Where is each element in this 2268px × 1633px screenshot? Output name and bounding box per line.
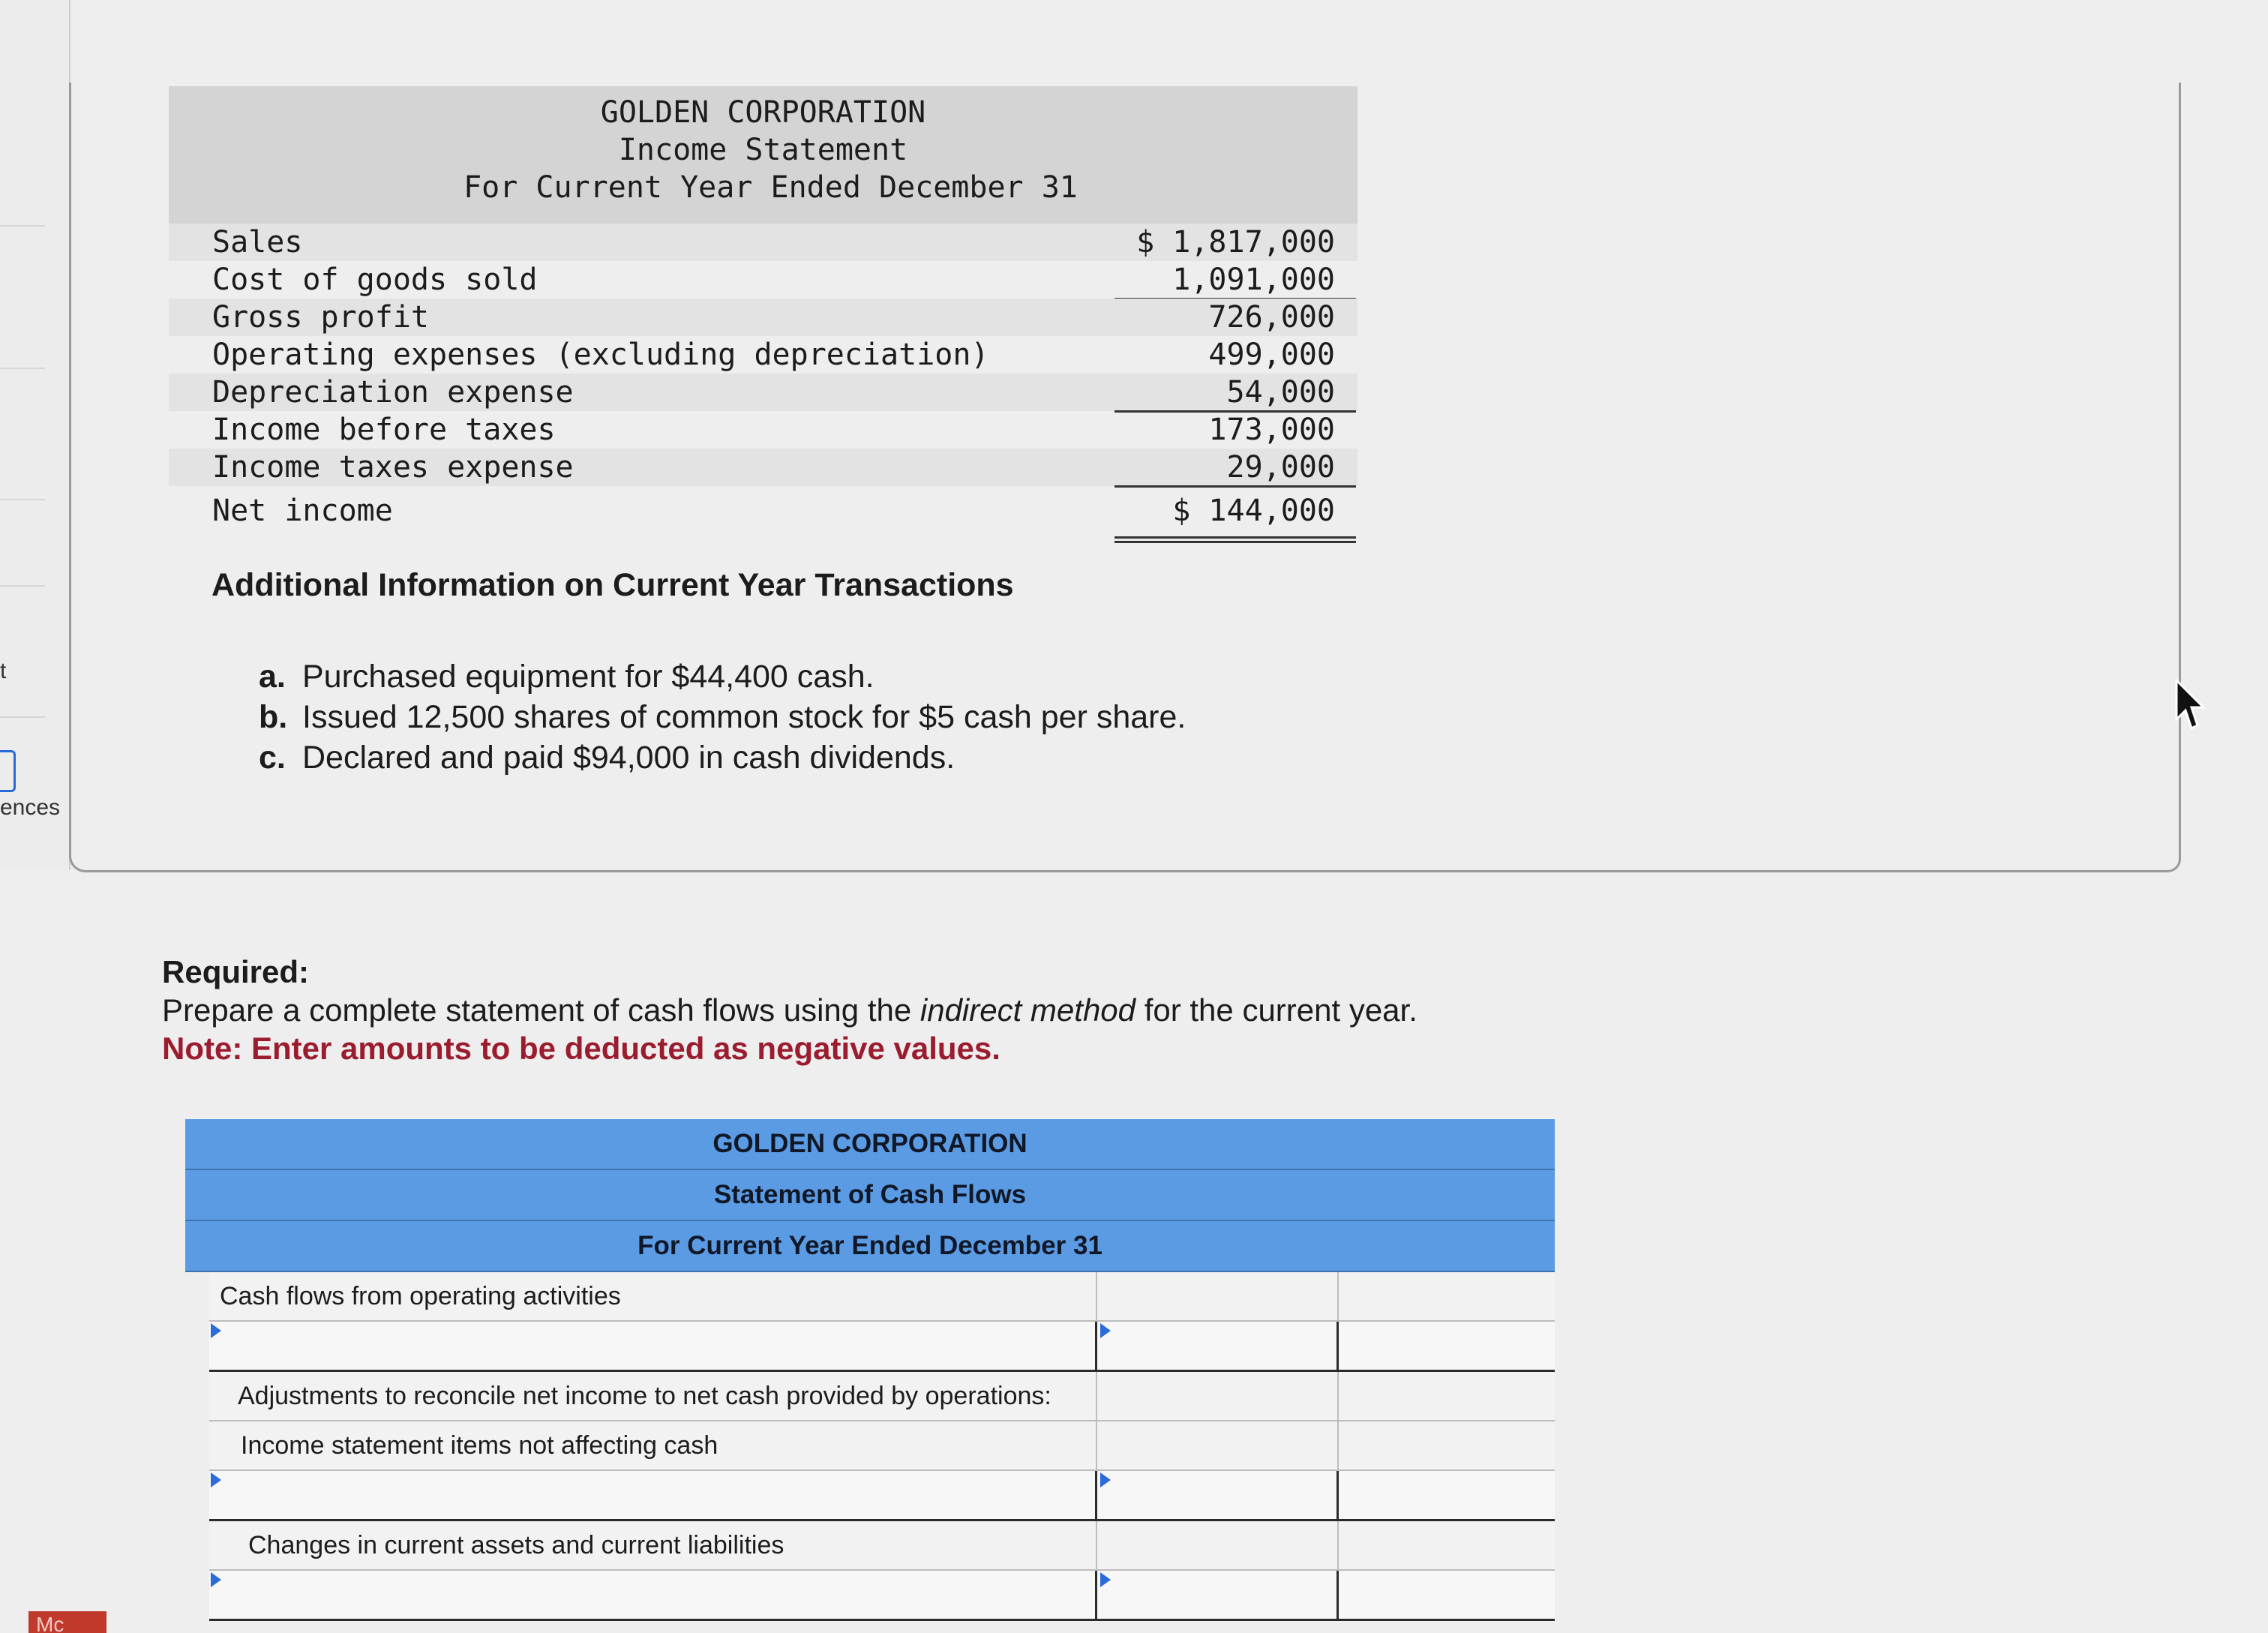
row-label: Net income <box>212 494 393 528</box>
section-label: Income statement items not affecting cash <box>209 1421 1097 1469</box>
total-cell <box>1340 1571 1555 1619</box>
required-section <box>162 953 1418 1067</box>
total-cell <box>1340 1421 1555 1469</box>
sidebar-divider <box>0 716 45 718</box>
row-label: Operating expenses (excluding depreciation) <box>212 338 989 372</box>
table-row <box>169 336 1358 374</box>
required-label: Required: <box>162 954 310 989</box>
cf-company-header: GOLDEN CORPORATION <box>185 1119 1555 1170</box>
instruction-emphasis: indirect method <box>920 992 1136 1028</box>
item-letter: b. <box>259 699 288 735</box>
item-text: Declared and paid $94,000 in cash dividends. <box>302 740 956 776</box>
section-label: Changes in current assets and current liabilities <box>209 1521 1097 1569</box>
table-row <box>169 486 1358 536</box>
income-statement-header <box>169 86 1358 224</box>
row-label: Income taxes expense <box>212 450 574 485</box>
instruction-text: Prepare a complete statement of cash flows using the <box>162 992 920 1028</box>
statement-title: Income Statement <box>618 133 908 167</box>
total-cell <box>1340 1272 1555 1320</box>
amount-input[interactable] <box>1099 1571 1339 1619</box>
sidebar-divider <box>0 368 45 369</box>
table-row <box>209 1571 1555 1621</box>
row-label: Cost of goods sold <box>212 263 538 297</box>
total-cell <box>1340 1322 1555 1370</box>
input-caret-icon <box>1100 1572 1111 1587</box>
table-row <box>169 374 1358 411</box>
amount-cell <box>1099 1521 1339 1569</box>
item-letter: c. <box>259 740 286 776</box>
row-amount: 1,091,000 <box>1172 263 1335 297</box>
sidebar-item-references[interactable]: ences <box>0 795 61 820</box>
additional-info-list <box>259 656 1186 778</box>
total-cell <box>1340 1471 1555 1519</box>
row-amount: $ 144,000 <box>1172 494 1335 528</box>
list-item <box>259 737 1186 778</box>
item-text: Issued 12,500 shares of common stock for $5 cash per share. <box>302 699 1186 735</box>
row-amount: 499,000 <box>1208 338 1335 372</box>
list-item <box>259 697 1186 737</box>
brand-badge: Mc <box>28 1611 106 1633</box>
row-label: Gross profit <box>212 300 429 335</box>
row-label: Income before taxes <box>212 413 556 447</box>
row-label: Depreciation expense <box>212 375 574 410</box>
cash-flow-table <box>185 1119 1555 1633</box>
table-row <box>169 299 1358 336</box>
amount-input[interactable] <box>1099 1322 1339 1370</box>
input-caret-icon <box>1100 1472 1111 1487</box>
company-name: GOLDEN CORPORATION <box>600 95 926 130</box>
total-cell <box>1340 1521 1555 1569</box>
total-cell <box>1340 1372 1555 1420</box>
dropdown-caret-icon[interactable] <box>211 1472 221 1487</box>
row-amount: 726,000 <box>1208 300 1335 335</box>
item-letter: a. <box>259 659 286 695</box>
double-rule-top <box>1114 536 1356 539</box>
table-row <box>169 261 1358 299</box>
left-sidebar <box>0 0 70 870</box>
statement-period: For Current Year Ended December 31 <box>464 170 1078 205</box>
dropdown-caret-icon[interactable] <box>211 1572 221 1587</box>
item-text: Purchased equipment for $44,400 cash. <box>302 659 874 695</box>
sidebar-item-label[interactable]: t <box>0 659 7 683</box>
row-amount: 173,000 <box>1208 413 1335 447</box>
amount-cell <box>1099 1272 1339 1320</box>
cf-title-header: Statement of Cash Flows <box>185 1170 1555 1221</box>
amount-input[interactable] <box>1099 1471 1339 1519</box>
references-icon[interactable] <box>0 750 16 792</box>
dropdown-caret-icon[interactable] <box>211 1323 221 1338</box>
table-row <box>209 1521 1555 1571</box>
sidebar-divider <box>0 499 45 500</box>
amount-cell <box>1099 1421 1339 1469</box>
required-note: Note: Enter amounts to be deducted as negative values. <box>162 1031 1000 1066</box>
table-row <box>209 1272 1555 1322</box>
instruction-text: for the current year. <box>1136 992 1418 1028</box>
account-dropdown[interactable] <box>209 1322 1097 1370</box>
required-instruction <box>162 991 1418 1029</box>
list-item <box>259 656 1186 697</box>
account-dropdown[interactable] <box>209 1571 1097 1619</box>
section-label: Cash flows from operating activities <box>209 1272 1097 1320</box>
cf-period-header: For Current Year Ended December 31 <box>185 1221 1555 1272</box>
row-amount: $ 1,817,000 <box>1136 225 1335 260</box>
section-label: Adjustments to reconcile net income to net cash provided by operations: <box>209 1372 1097 1420</box>
table-row <box>169 449 1358 486</box>
table-row <box>209 1471 1555 1521</box>
table-row <box>209 1421 1555 1471</box>
sidebar-divider <box>0 585 45 587</box>
row-amount: 29,000 <box>1226 450 1335 485</box>
account-dropdown[interactable] <box>209 1471 1097 1519</box>
sidebar-divider <box>0 225 45 227</box>
table-row <box>209 1322 1555 1372</box>
row-label: Sales <box>212 225 303 260</box>
income-statement-table <box>169 224 1358 536</box>
row-amount: 54,000 <box>1226 375 1335 410</box>
additional-info-title: Additional Information on Current Year Transactions <box>212 567 1014 603</box>
amount-cell <box>1099 1372 1339 1420</box>
table-row <box>169 411 1358 449</box>
double-rule-bottom <box>1114 541 1356 543</box>
input-caret-icon <box>1100 1323 1111 1338</box>
table-row <box>169 224 1358 261</box>
mouse-pointer-icon <box>2175 679 2208 733</box>
table-row <box>209 1372 1555 1421</box>
